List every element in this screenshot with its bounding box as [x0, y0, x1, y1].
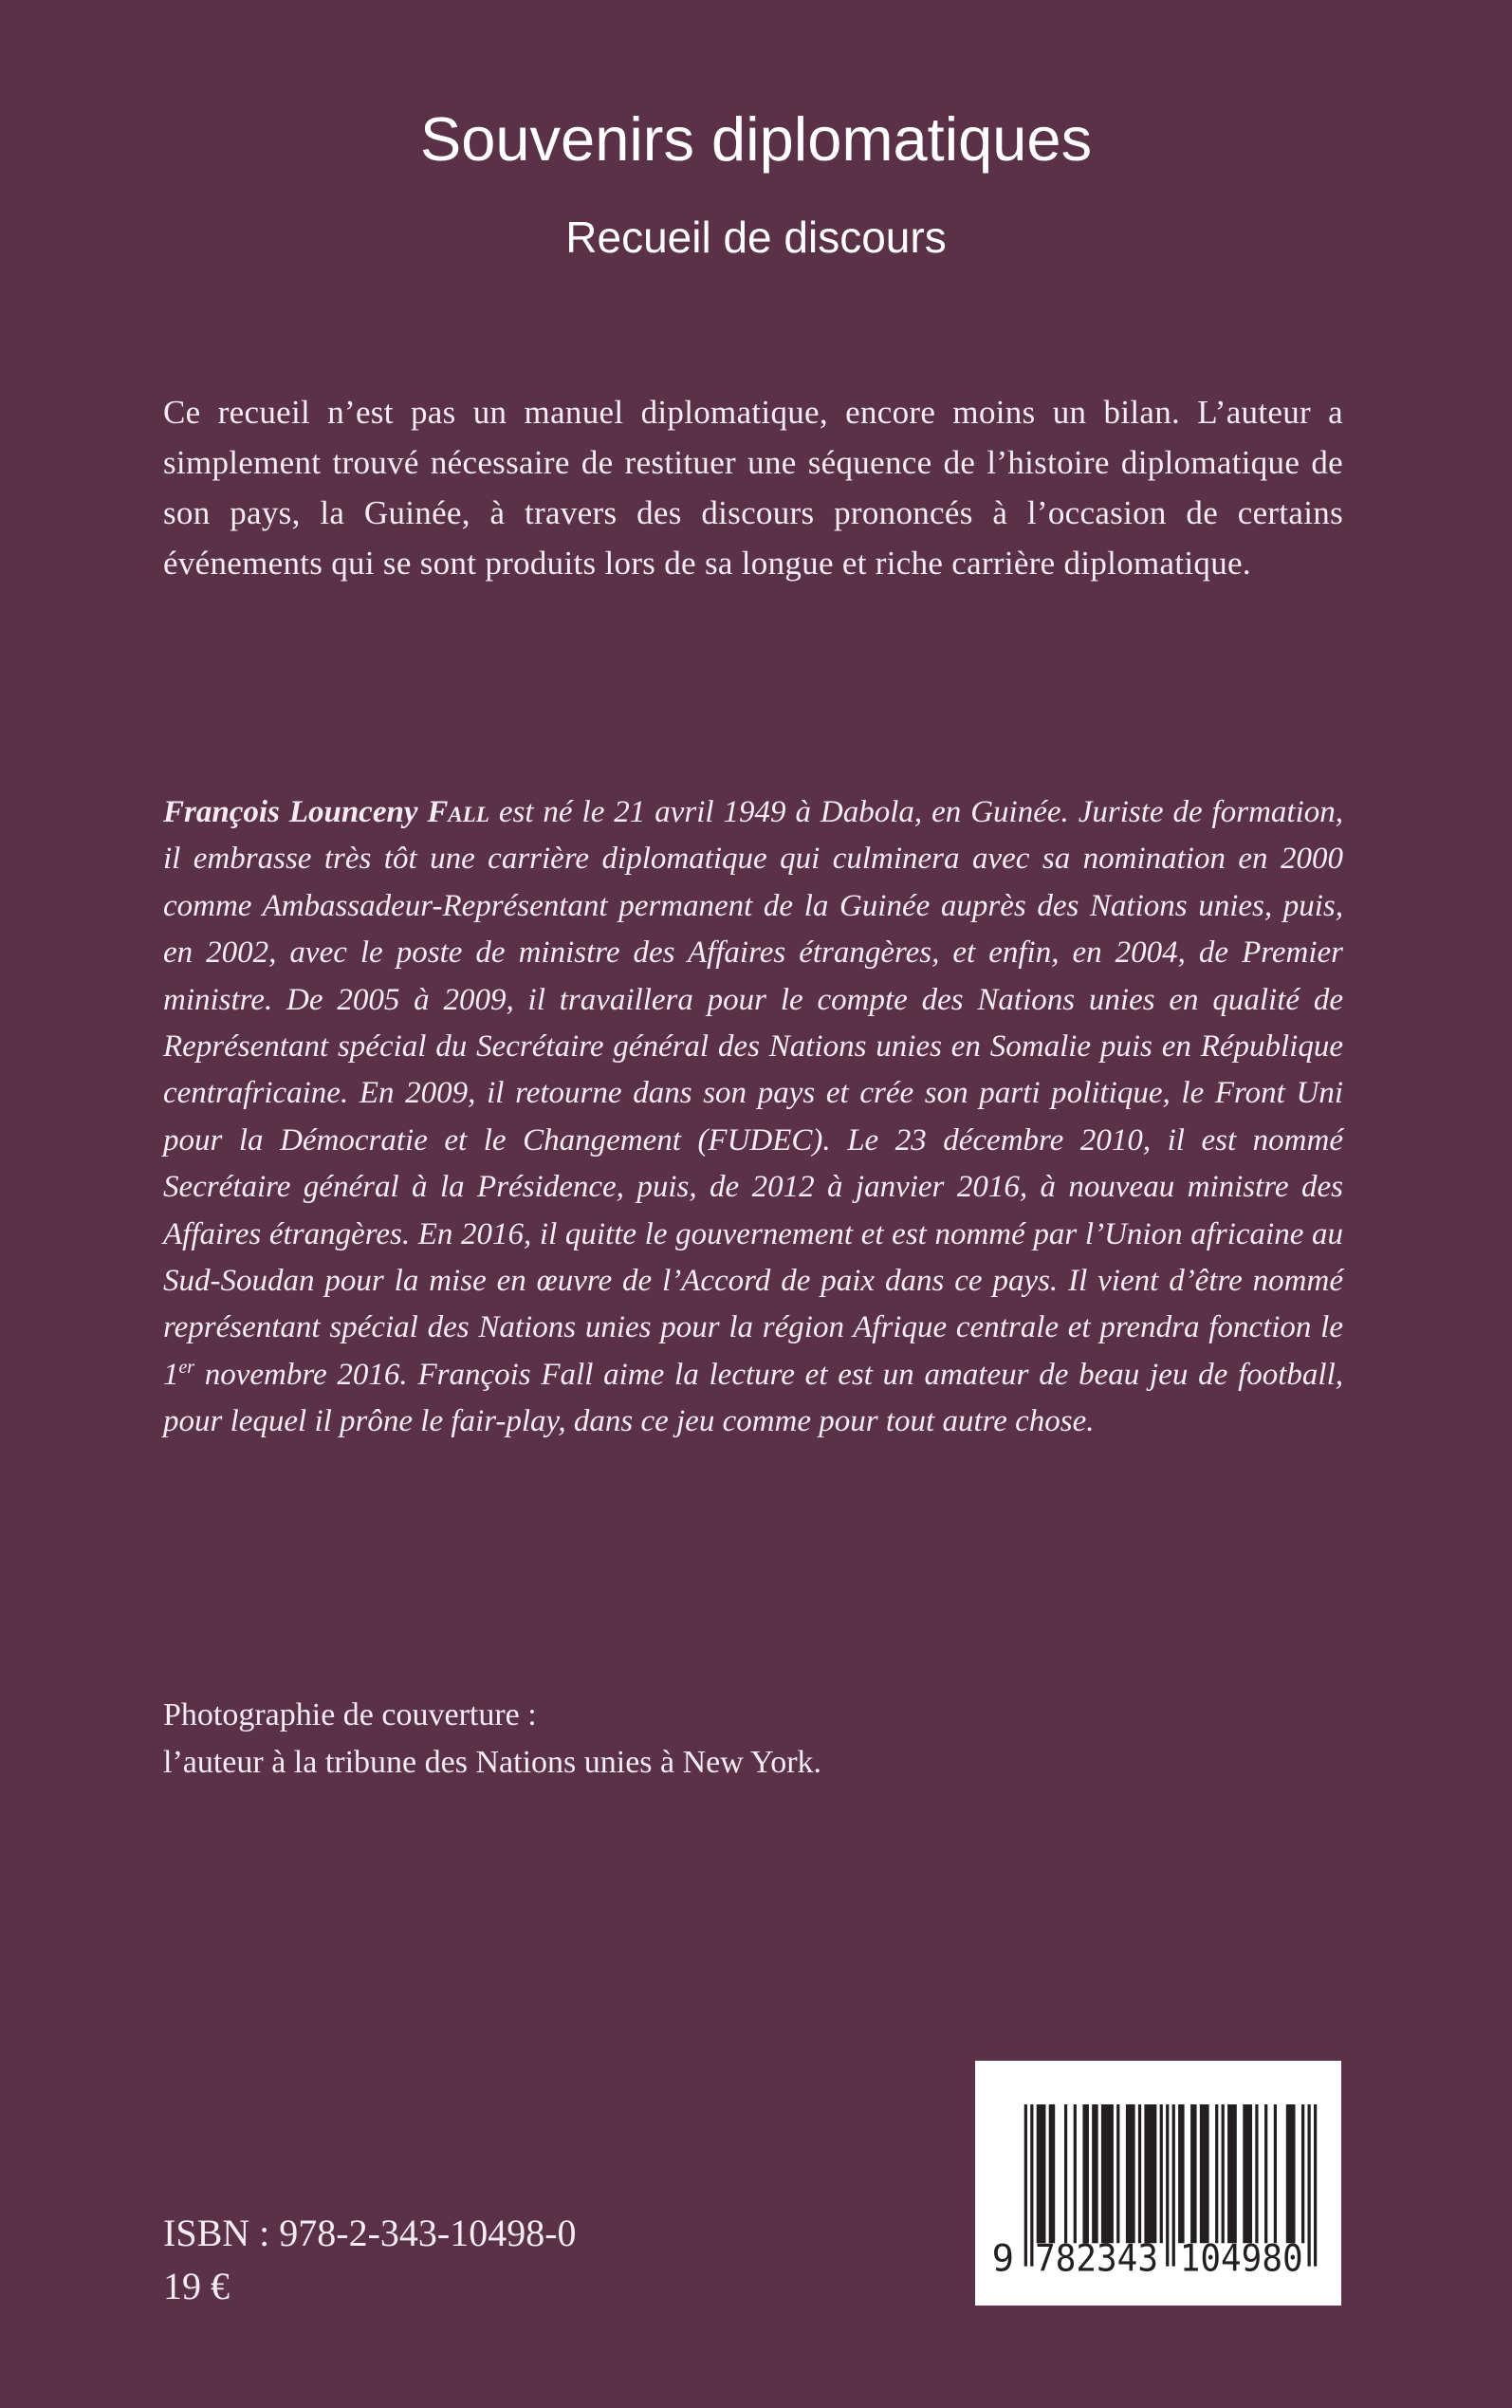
author-surname: Fall [427, 795, 489, 829]
barcode-panel [975, 2061, 1341, 2306]
bio-text-part1: est né le 21 avril 1949 à Dabola, en Guinée. Juriste de formation, il embrasse très tôt une carrière diplomatique qui culminera avec sa nomination en 2000 comme Ambassadeur-Représentant permanent de la Guinée auprès des Nations unies, puis, en 2002, avec le poste de ministre des Affaires étrangères, et enfin, en 2004, de Premier ministre. De 2005 à 2009, il travaillera pour le compte des Nations unies en qualité de Représentant spécial du Secrétaire général des Nations unies en Somalie puis en République centrafricaine. En 2009, il retourne dans son pays et crée son parti politique, le Front Uni pour la Démocratie et le Changement (FUDEC). Le 23 décembre 2010, il est nommé Secrétaire général à la Présidence, puis, de 2012 à janvier 2016, à nouveau ministre des Affaires étrangères. En 2016, il quitte le gouvernement et est nommé par l’Union africaine au Sud-Soudan pour la mise en œuvre de l’Accord de paix dans ce pays. Il vient d’être nommé représentant spécial des Nations unies pour la région Afrique centrale et prendra fonction le 1 [163, 795, 1343, 1392]
isbn-price-block [163, 2207, 1017, 2313]
photo-credit-line2: l’auteur à la tribune des Nations unies à New York. [163, 1745, 822, 1780]
book-subtitle: Recueil de discours [565, 213, 947, 262]
barcode-digits-left: 782343 [1035, 2237, 1158, 2277]
barcode-digits-right: 104980 [1179, 2237, 1303, 2277]
price-line: 19 € [163, 2265, 230, 2307]
photo-credit-line1: Photographie de couverture : [163, 1697, 537, 1732]
bio-text-part2: novembre 2016. François Fall aime la lecture et est un amateur de beau jeu de football, pour lequel il prône le fair-play, dans ce jeu comme pour tout autre chose. [163, 1357, 1343, 1439]
isbn-line: ISBN : 978-2-343-10498-0 [163, 2212, 577, 2254]
author-bio-paragraph [163, 789, 1343, 1446]
ordinal-superscript: er [178, 1356, 194, 1378]
author-first-names: François Lounceny [163, 795, 428, 829]
barcode-digit-first: 9 [991, 2237, 1015, 2277]
book-title: Souvenirs diplomatiques [419, 104, 1093, 174]
ean13-barcode [990, 2104, 1326, 2277]
photo-credit [163, 1692, 1343, 1787]
synopsis-paragraph: Ce recueil n’est pas un manuel diplomatique, encore moins un bilan. L’auteur a simplement trouvé nécessaire de restituer une séquence de l’histoire diplomatique de son pays, la Guinée, à travers des discours prononcés à l’occasion de certains événements qui se sont produits lors de sa longue et riche carrière diplomatique. [163, 394, 1343, 582]
